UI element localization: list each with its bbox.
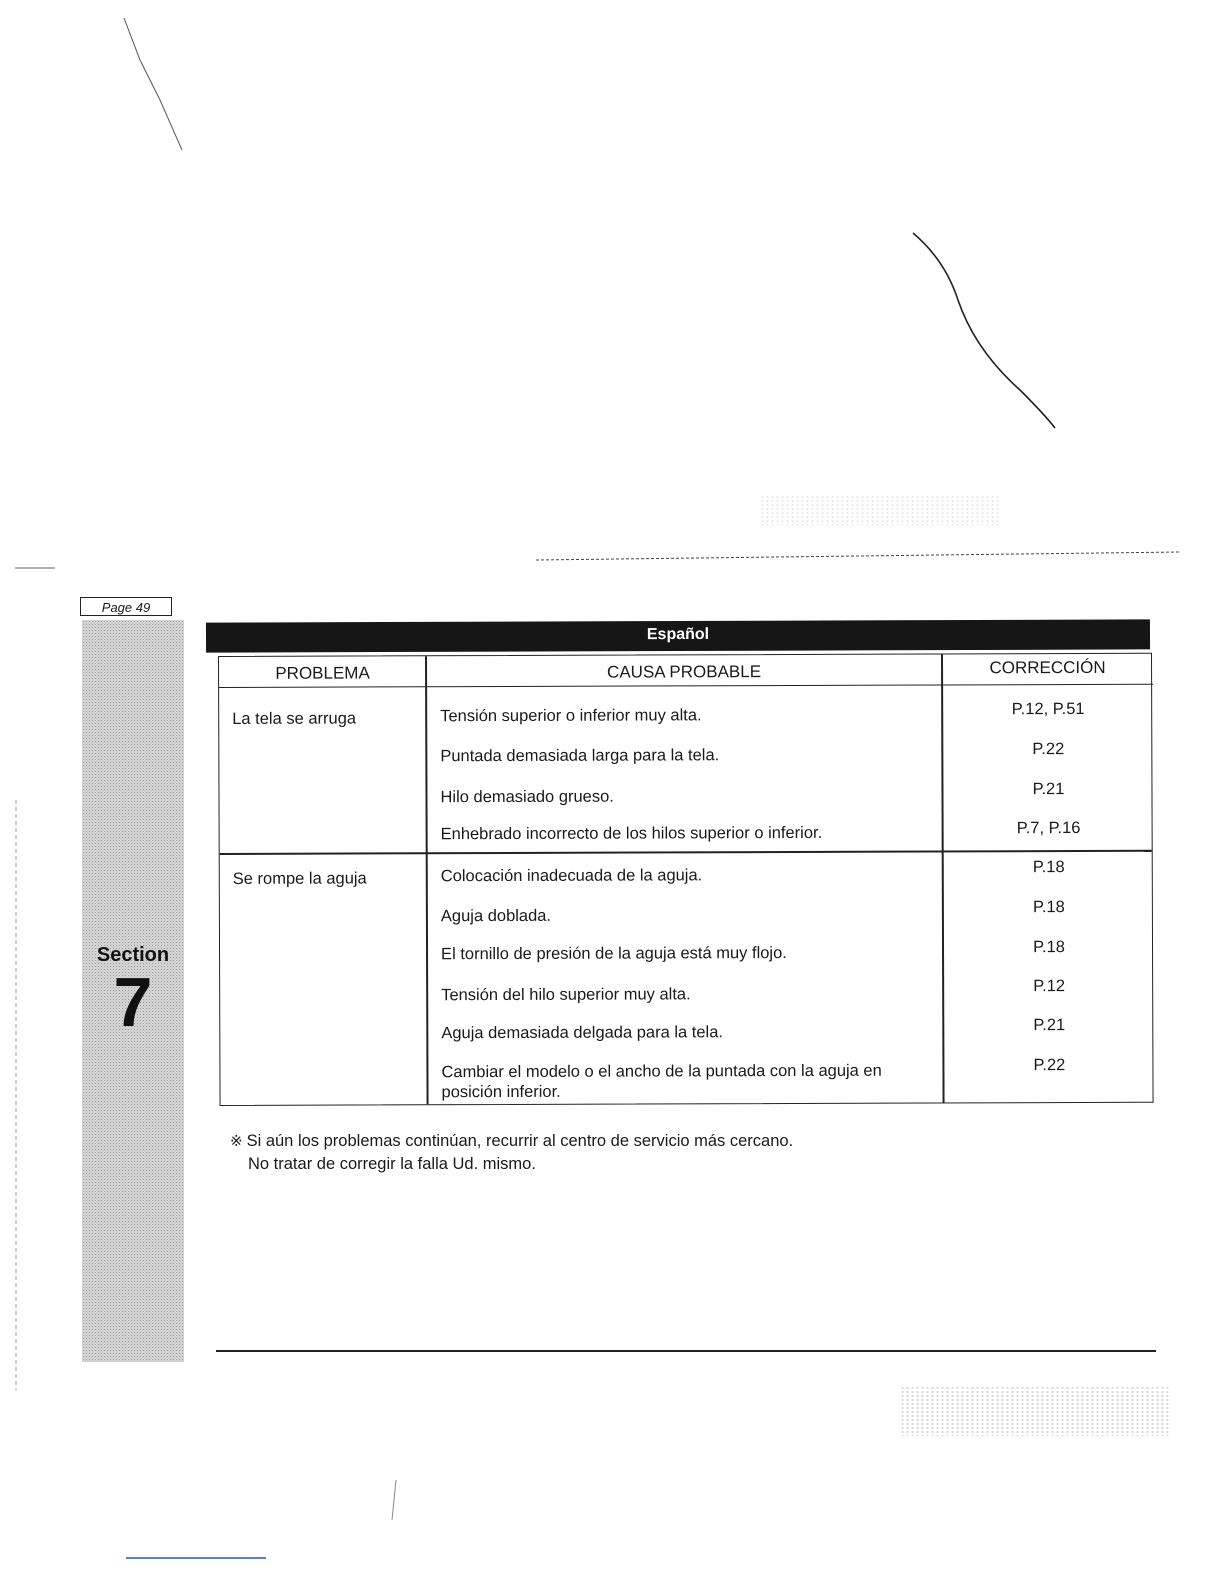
note-line-1: Si aún los problemas continúan, recurrir al centro de servicio más cercano. — [246, 1132, 794, 1150]
fix-ref: P.21 — [1033, 1016, 1066, 1035]
language-bar: Español — [206, 619, 1150, 652]
fix-ref: P.12 — [1033, 977, 1066, 996]
section-word: Section — [96, 944, 170, 966]
fix-ref: P.7, P.16 — [1016, 818, 1081, 838]
cause-text: Colocación inadecuada de la aguja. — [440, 866, 703, 886]
problem-label: La tela se arruga — [232, 709, 357, 728]
column-divider — [941, 654, 944, 1102]
section-number: 7 — [113, 963, 153, 1041]
cause-text: Enhebrado incorrecto de los hilos superior o inferior. — [440, 823, 823, 844]
column-divider — [425, 656, 428, 1104]
cause-text: Aguja doblada. — [440, 906, 552, 926]
fix-ref: P.22 — [1033, 1056, 1066, 1075]
fix-ref: P.18 — [1032, 898, 1065, 917]
cause-text: Hilo demasiado grueso. — [440, 787, 614, 807]
scan-noise — [900, 1386, 1170, 1436]
section-tab — [82, 620, 184, 1362]
cause-text: El tornillo de presión de la aguja está muy flojo. — [441, 944, 787, 964]
scan-blue-mark — [126, 1557, 266, 1559]
fix-ref: P.22 — [1032, 740, 1065, 759]
note-line-2: No tratar de corregir la falla Ud. mismo. — [248, 1155, 536, 1173]
cause-text: Tensión superior o inferior muy alta. — [440, 706, 702, 726]
page-label: Page 49 — [80, 597, 172, 616]
problem-label: Se rompe la aguja — [232, 869, 367, 888]
troubleshooting-table — [218, 653, 1154, 1106]
cause-text: Cambiar el modelo o el ancho de la puntada con la aguja en posición inferior. — [441, 1061, 882, 1102]
group-divider — [220, 850, 1152, 855]
scan-noise — [760, 495, 1000, 525]
fix-ref: P.18 — [1033, 938, 1065, 957]
fix-ref: P.18 — [1032, 858, 1065, 877]
cause-text: Tensión del hilo superior muy alta. — [441, 985, 691, 1005]
bottom-rule — [216, 1350, 1156, 1352]
service-note — [230, 1130, 793, 1176]
fix-ref: P.21 — [1032, 780, 1065, 799]
header-fix: CORRECCIÓN — [942, 654, 1153, 686]
fix-ref: P.12, P.51 — [1011, 699, 1085, 719]
header-cause: CAUSA PROBABLE — [426, 654, 942, 687]
note-mark: ※ — [230, 1133, 243, 1150]
cause-text: Puntada demasiada larga para la tela. — [440, 746, 720, 766]
cause-text: Aguja demasiada delgada para la tela. — [441, 1023, 723, 1043]
header-problem: PROBLEMA — [219, 656, 426, 688]
